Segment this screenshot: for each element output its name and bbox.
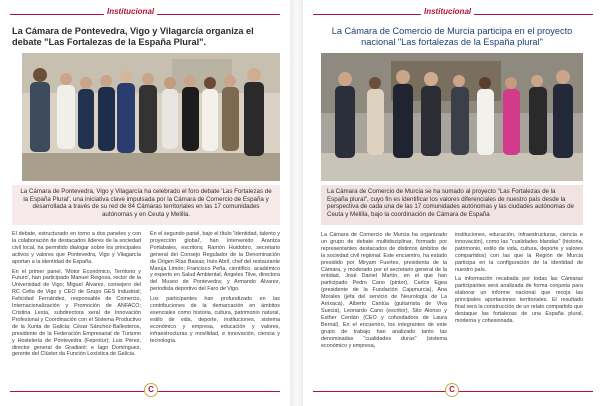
photo-caption: La Cámara de Pontevedra, Vigo y Vilagarcía ha celebrado el foro debate 'Las Fortalezas de la España Plural', una iniciativa clave impulsada por la Cámara de Comercio de España y desarrollada a través de su red de 84 Cámaras territoriales en las 17 comunidades autónomas y en Ceuta y Melilla. [12,185,280,225]
chamber-logo-icon: C [445,383,459,397]
section-tag: Institucional [104,7,157,16]
paragraph: En el segundo panel, bajo el título 'Identidad, talento y proyección global', han intervenido Arantza Portabales, escritora; Ramón Huidobro, secretario general del Consejo Regulador de la Denominación de Origen Rías Baixas; Inés Abril, chef del restaurante Maruja Limón; Francisco Peña, científico, académico y experto en Salud Ambiental; Ángeles Tilve, directora del Museo de Pontevedra; y Armando Álvarez, periodista deportivo del Faro de Vigo. [150,231,280,293]
text-column-2 [455,232,583,328]
section-tag: Institucional [421,7,474,16]
text-column-2 [150,231,280,348]
paragraph: Los participantes han profundizado en las contribuciones de la demarcación en ámbitos esenciales como historia, cultura, patrimonio natural, estilo de vida, deporte, instituciones, sistema económico y empresa, educación y valores, infraestructuras y movilidad, e innovación, ciencia y tecnología. [150,296,280,344]
chamber-logo-icon: C [144,383,158,397]
article-title: La Cámara de Pontevedra, Vigo y Vilagarcía organiza el debate "Las Fortalezas de la España Plural". [12,26,254,47]
article-photo [321,53,583,181]
article-title: La Cámara de Comercio de Murcia participa en el proyecto nacional "Las fortalezas de la España plural" [331,26,573,47]
right-page [303,0,593,406]
book-gutter [290,0,303,406]
paragraph: El debate, estructurado en torno a dos paneles y con la colaboración de destacados líderes de la sociedad civil local, ha permitido dialogar sobre los principales activos y valores que Pontevedra, Vigo y Vilagarcía aportan a la identidad de España. [12,231,141,265]
paragraph: La Cámara de Comercio de Murcia ha organizado un grupo de debate multidisciplinar, formado por representantes destacados de distintos ámbitos de la sociedad civil regional. Este encuentro, ha estado presidido por Miryam Fuertes, presidenta de la Cámara, y moderado por el secretario general de la entidad, José Daniel Martín, en el que han participado Pedro Cano (pintor), Carlos Egea (presidente de la Fundación Cajamurcia), Ana Morales (jefa del servicio de Neurología de La Arrixaca), Alberto Cantúa (guitarrista de Viva Suecia), Leonardo Cano (escritor), Sito Alonso y Esther Cerdán (CEO y cofundadora de Laura Bernal). En el encuentro, los integrantes de este grupo de trabajo han analizado tanto las denominadas "cualidades duras" (sistema económico y empresa, [321,232,447,349]
text-column-1 [321,232,447,352]
photo-caption: La Cámara de Comercio de Murcia se ha sumado al proyecto "Las Fortalezas de la España plural", cuyo fin es identificar los valores diferenciales de nuestro país desde la perspectiva de cada una de las 17 comunidades autónomas y las ciudades autónomas de Ceuta y Melilla, bajo la coordinación de Cámara de España [321,185,583,225]
left-page [0,0,290,406]
article-photo [22,53,280,181]
paragraph: instituciones, educación, infraestructuras, ciencia e innovación), como las "cualidades blandas" (historia, patrimonio, estilo de vida, cultura, deporte y valores compartidos) con las que la Región de Murcia participa en la configuración de la identidad de nuestro país. [455,232,583,273]
paragraph: En el primer panel, 'Motor Económico, Territorio y Futuro', han participado Manuel Reigosa, rector de la Universidad de Vigo; Miguel Álvarez, consejero del RC Celta de Vigo y CEO de Grupo GES Industrial; Felicidad Fernández, responsable de Comercio, Internacionalización y Promoción de ANFACO; Cristina Lesta, subdirectora xeral de Innovación Profesional y Coordinación con el Sistema Productivo de la Xunta de Galicia; César Sánchez-Ballesteros, presidente de la Federación Empresarial de Turismo y Hostelería de Pontevedra (Feprotur); Luis Pérez, director general de Gradiant; e Íago Domínguez, gerente del Clúster da Función Loxística de Galicia. [12,268,141,358]
text-column-1 [12,231,141,361]
paragraph: La información recabada por todas las Cámaras participantes será analizada de forma conjunta para elaborar un informe nacional que recoja las principales aportaciones territoriales. El resultado final será la construcción de un relato compartido que destaque las fortalezas de una España plural, moderna y cohesionada. [455,276,583,324]
